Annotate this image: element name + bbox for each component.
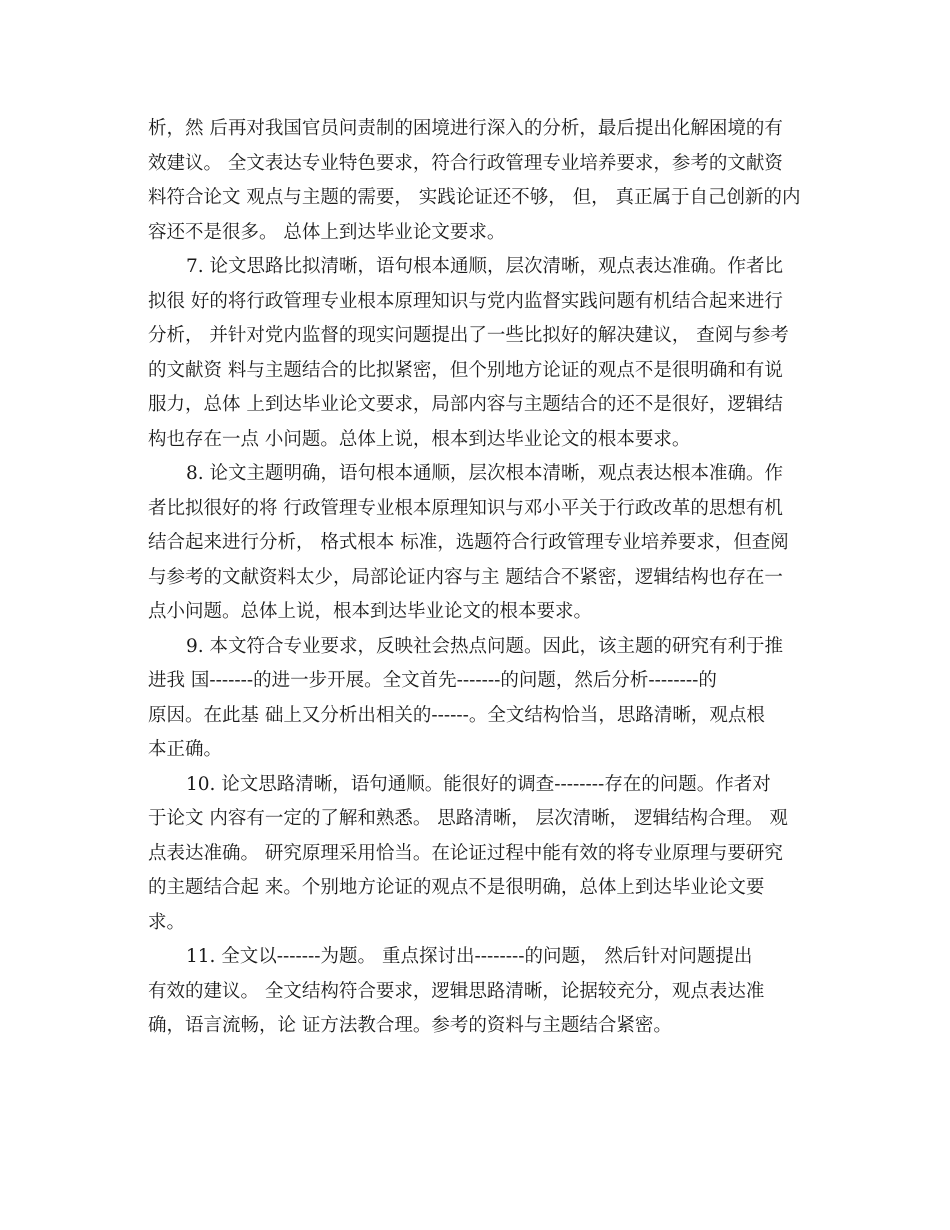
text-line: 的主题结合起 来。个别地方论证的观点不是很明确，总体上到达毕业论文要 bbox=[148, 877, 765, 898]
text-line: 确，语言流畅，论 证方法教合理。参考的资料与主题结合紧密。 bbox=[148, 1015, 672, 1036]
text-line: 7. 论文思路比拟清晰，语句根本通顺，层次清晰，观点表达准确。作者比 bbox=[186, 256, 784, 277]
text-line: 原因。在此基 础上又分析出相关的------。全文结构恰当，思路清晰，观点根 bbox=[148, 704, 765, 726]
text-line: 点小问题。总体上说，根本到达毕业论文的根本要求。 bbox=[148, 601, 593, 622]
text-line: 容还不是很多。 总体上到达毕业论文要求。 bbox=[148, 221, 506, 243]
text-line: 点表达准确。 研究原理采用恰当。在论证过程中能有效的将专业原理与要研究 bbox=[148, 842, 783, 864]
text-line: 8. 论文主题明确，语句根本通顺，层次根本清晰，观点表达根本准确。作 bbox=[186, 463, 784, 484]
text-line: 者比拟很好的将 行政管理专业根本原理知识与邓小平关于行政改革的思想有机 bbox=[148, 497, 783, 519]
text-line: 构也存在一点 小问题。总体上说，根本到达毕业论文的根本要求。 bbox=[148, 428, 691, 450]
paragraph-9 bbox=[148, 630, 808, 768]
text-line: 服力，总体 上到达毕业论文要求，局部内容与主题结合的还不是很好，逻辑结 bbox=[148, 394, 783, 415]
text-line: 9. 本文符合专业要求，反映社会热点问题。因此，该主题的研究有利于推 bbox=[186, 635, 784, 657]
text-line: 料符合论文 观点与主题的需要， 实践论证还不够， 但， 真正属于自己创新的内 bbox=[148, 187, 801, 208]
text-line: 进我 国-------的进一步开展。全文首先-------的问题，然后分析--------的 bbox=[148, 670, 717, 691]
text-line: 分析， 并针对党内监督的现实问题提出了一些比拟好的解决建议， 查阅与参考 bbox=[148, 325, 789, 346]
text-line: 的文献资 料与主题结合的比拟紧密，但个别地方论证的观点不是很明确和有说 bbox=[148, 359, 783, 381]
text-line: 于论文 内容有一定的了解和熟悉。 思路清晰， 层次清晰， 逻辑结构合理。 观 bbox=[148, 808, 788, 829]
text-line: 效建议。 全文表达专业特色要求，符合行政管理专业培养要求，参考的文献资 bbox=[148, 152, 783, 174]
text-line: 拟很 好的将行政管理专业根本原理知识与党内监督实践问题有机结合起来进行 bbox=[148, 290, 783, 312]
paragraph-7 bbox=[148, 250, 808, 457]
text-line: 11. 全文以-------为题。 重点探讨出--------的问题， 然后针对问题提出 bbox=[186, 946, 753, 967]
text-line: 结合起来进行分析， 格式根本 标准，选题符合行政管理专业培养要求，但查阅 bbox=[148, 532, 789, 553]
text-line: 与参考的文献资料太少，局部论证内容与主 题结合不紧密，逻辑结构也存在一 bbox=[148, 566, 783, 588]
paragraph-6-continued bbox=[148, 112, 808, 250]
text-line: 10. 论文思路清晰，语句通顺。能很好的调查--------存在的问题。作者对 bbox=[186, 773, 771, 795]
text-line: 求。 bbox=[148, 911, 186, 933]
text-line: 有效的建议。 全文结构符合要求，逻辑思路清晰，论据较充分，观点表达准 bbox=[148, 980, 765, 1002]
document-page bbox=[148, 112, 808, 1044]
paragraph-11 bbox=[148, 940, 808, 1044]
paragraph-10 bbox=[148, 768, 808, 941]
text-line: 析，然 后再对我国官员问责制的困境进行深入的分析，最后提出化解困境的有 bbox=[148, 118, 783, 139]
paragraph-8 bbox=[148, 457, 808, 630]
text-line: 本正确。 bbox=[148, 739, 223, 760]
